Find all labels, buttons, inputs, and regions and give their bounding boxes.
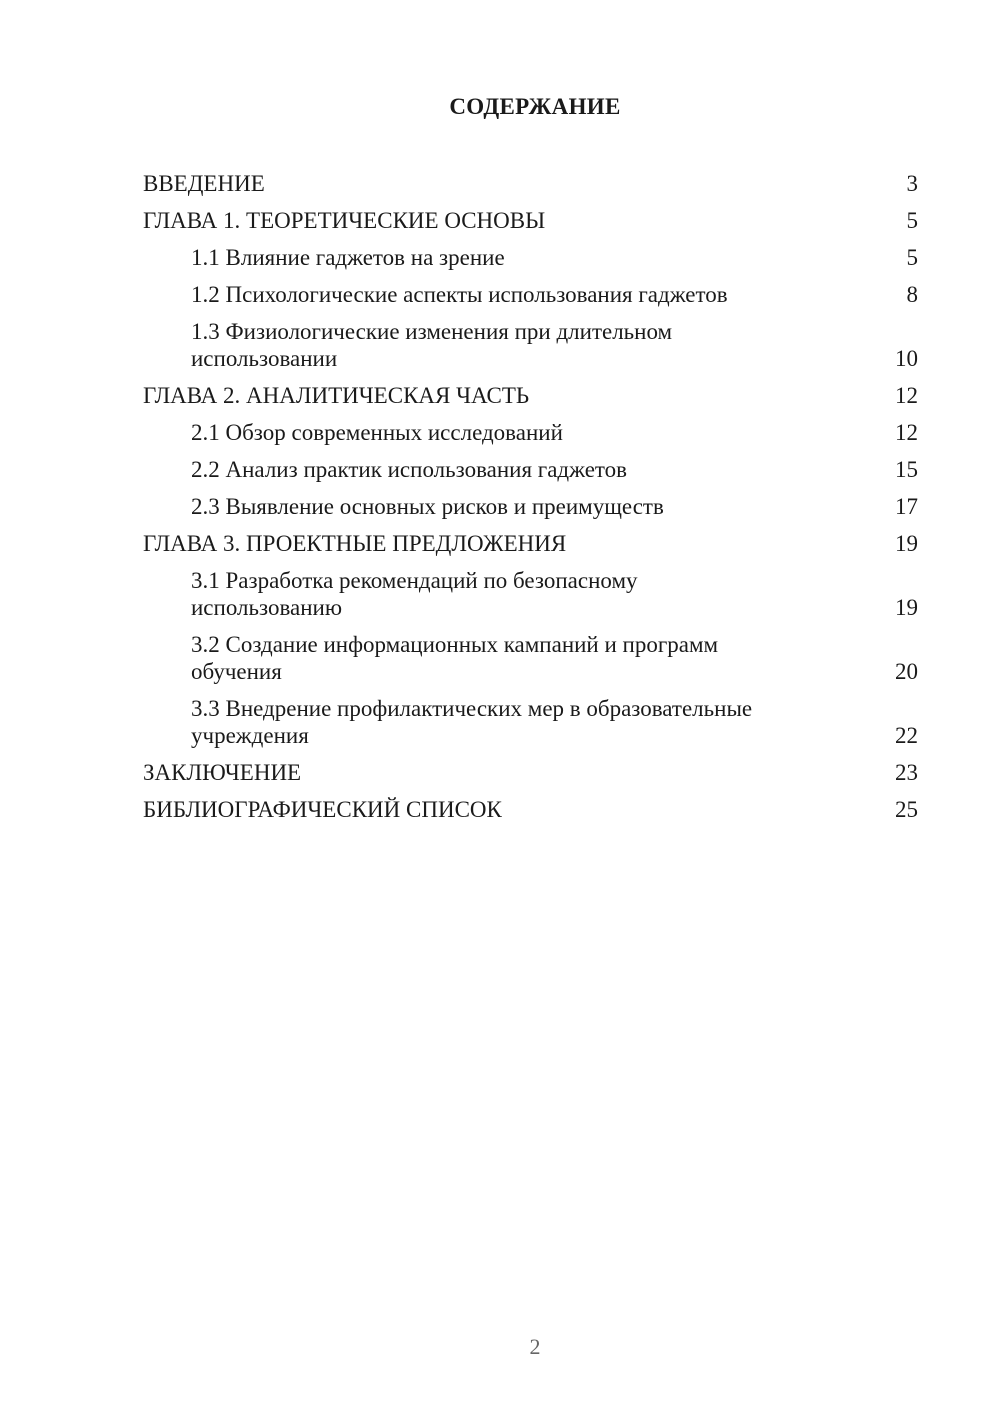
toc-subentry xyxy=(143,631,918,685)
toc-subentry xyxy=(143,244,918,271)
toc-entry xyxy=(143,530,918,557)
toc-subentry xyxy=(143,567,918,621)
toc-entry xyxy=(143,170,918,197)
toc-entry-page: 10 xyxy=(895,346,918,371)
toc-entry-page: 19 xyxy=(895,595,918,620)
toc-entry-page: 12 xyxy=(895,383,918,408)
toc-entry-label: ГЛАВА 1. ТЕОРЕТИЧЕСКИЕ ОСНОВЫ xyxy=(143,208,546,233)
toc-entry-page: 8 xyxy=(906,282,918,307)
toc-entry-label: 3.3 Внедрение профилактических мер в образовательные учреждения xyxy=(191,696,753,748)
toc-entry-label: ВВЕДЕНИЕ xyxy=(143,171,265,196)
toc-subentry xyxy=(143,419,918,446)
toc-entry-page: 5 xyxy=(906,245,918,270)
toc-entry-page: 22 xyxy=(895,723,918,748)
page-number: 2 xyxy=(529,1334,541,1359)
toc-entry xyxy=(143,759,918,786)
toc-entry-label: 3.2 Создание информационных кампаний и программ обучения xyxy=(191,632,719,684)
toc-entry-label: ЗАКЛЮЧЕНИЕ xyxy=(143,760,302,785)
toc-subentry xyxy=(143,493,918,520)
toc-entry-page: 15 xyxy=(895,457,918,482)
toc-entry-label: 2.2 Анализ практик использования гаджетов xyxy=(191,457,628,482)
toc-entry-label: 3.1 Разработка рекомендаций по безопасному использованию xyxy=(191,568,638,620)
toc-subentry xyxy=(143,318,918,372)
toc-entry-page: 23 xyxy=(895,760,918,785)
toc-entry-label: БИБЛИОГРАФИЧЕСКИЙ СПИСОК xyxy=(143,797,502,822)
toc-entry-label: 2.1 Обзор современных исследований xyxy=(191,420,563,445)
toc-entry-page: 25 xyxy=(895,797,918,822)
toc-entry-page: 20 xyxy=(895,659,918,684)
toc-title: СОДЕРЖАНИЕ xyxy=(449,94,621,119)
toc-entry-page: 12 xyxy=(895,420,918,445)
toc-entry-label: 2.3 Выявление основных рисков и преимуществ xyxy=(191,494,664,519)
toc-subentry xyxy=(143,281,918,308)
toc-entry-page: 3 xyxy=(906,171,918,196)
toc-entry-label: ГЛАВА 2. АНАЛИТИЧЕСКАЯ ЧАСТЬ xyxy=(143,383,530,408)
toc-entry xyxy=(143,207,918,234)
toc-entry-label: 1.2 Психологические аспекты использования гаджетов xyxy=(191,282,728,307)
toc-subentry xyxy=(143,456,918,483)
toc-subentry xyxy=(143,695,918,749)
toc-entry-label: ГЛАВА 3. ПРОЕКТНЫЕ ПРЕДЛОЖЕНИЯ xyxy=(143,531,567,556)
toc-entry xyxy=(143,796,918,823)
toc-entry-page: 5 xyxy=(906,208,918,233)
toc-entry xyxy=(143,382,918,409)
toc-entry-label: 1.1 Влияние гаджетов на зрение xyxy=(191,245,505,270)
toc-entry-label: 1.3 Физиологические изменения при длительном использовании xyxy=(191,319,673,371)
table-of-contents xyxy=(143,170,918,833)
toc-entry-page: 19 xyxy=(895,531,918,556)
toc-entry-page: 17 xyxy=(895,494,918,519)
